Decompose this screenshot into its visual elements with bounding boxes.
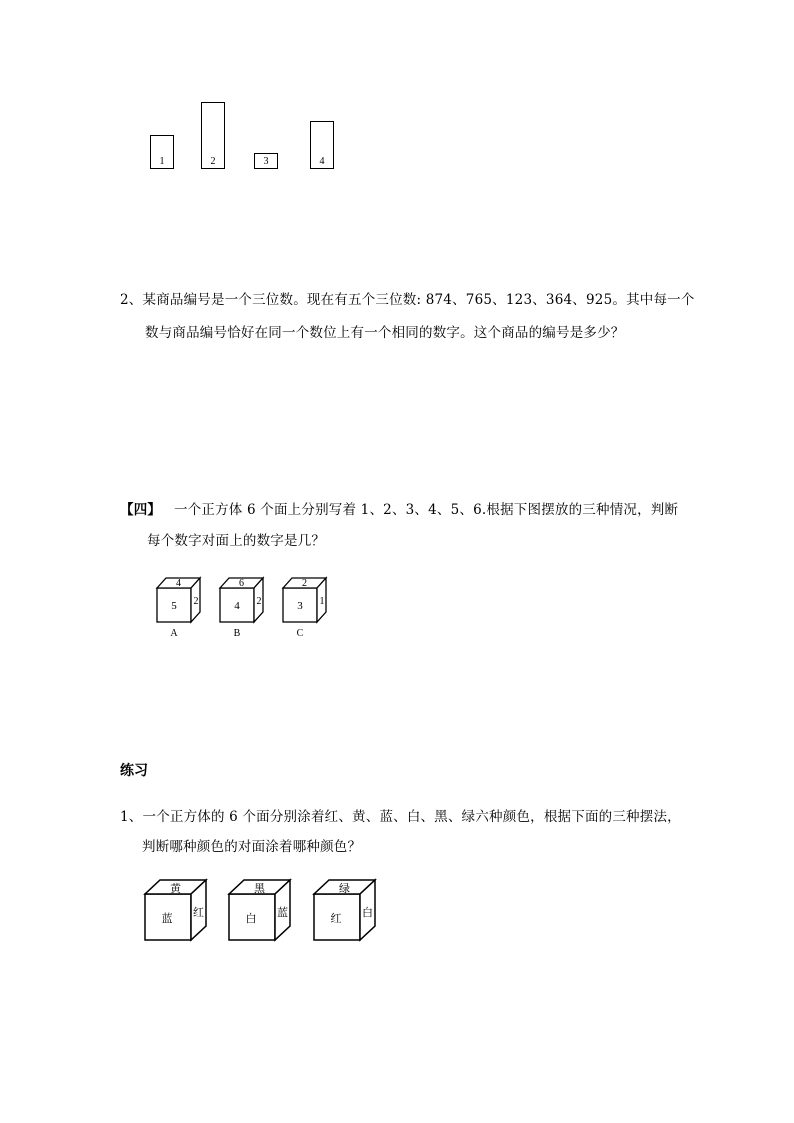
color-cube-3-top: 绿	[339, 882, 350, 895]
cube-a-front: 5	[171, 600, 177, 612]
bar-label-2: 2	[210, 156, 216, 167]
color-cube-2-front: 白	[245, 912, 257, 925]
bar-box-1	[150, 135, 174, 169]
cube-b-top: 6	[239, 578, 244, 589]
number-cubes-figure	[140, 570, 360, 645]
cube-c-caption: C	[296, 628, 304, 639]
cube-c-top: 2	[302, 578, 307, 589]
cube-a-caption: A	[170, 628, 178, 639]
color-cube-3-front: 红	[330, 912, 342, 925]
bar-box-2	[201, 102, 225, 169]
color-cube-2-side: 蓝	[277, 906, 288, 919]
bar-box-4	[310, 121, 334, 169]
number-cube-b	[220, 578, 263, 639]
problem2-line1: 2、某商品编号是一个三位数。现在有五个三位数: 874、765、123、364、925。其中每一个	[120, 292, 695, 308]
color-cube-1-side: 红	[193, 906, 204, 919]
color-cubes-figure	[140, 875, 390, 950]
practice-title: 练习	[120, 763, 148, 779]
cube-c-side: 1	[319, 596, 325, 607]
color-cube-3	[314, 880, 375, 940]
section4-line2: 每个数字对面上的数字是几？	[147, 533, 326, 549]
color-cube-2-top: 黑	[254, 882, 265, 895]
color-cube-1-top: 黄	[170, 882, 181, 895]
number-cube-a	[157, 578, 200, 639]
section4-tag: 【四】	[120, 502, 162, 518]
cube-b-caption: B	[233, 628, 241, 639]
color-cube-2	[229, 880, 290, 940]
bar-box-3	[254, 153, 278, 169]
color-cube-1-front: 蓝	[161, 912, 173, 925]
bar-label-3: 3	[263, 156, 269, 167]
cube-a-side: 2	[193, 596, 199, 607]
problem2-line2: 数与商品编号恰好在同一个数位上有一个相同的数字。这个商品的编号是多少？	[145, 325, 625, 341]
bar-label-4: 4	[319, 156, 325, 167]
color-cube-1	[145, 880, 206, 940]
practice-line2: 判断哪种颜色的对面涂着哪种颜色？	[142, 839, 362, 855]
cube-b-side: 2	[256, 596, 262, 607]
number-cube-c	[283, 578, 326, 639]
cube-c-front: 3	[297, 600, 303, 612]
cube-a-top: 4	[176, 578, 181, 589]
section4-line1: 一个正方体 6 个面上分别写着 1、2、3、4、5、6.根据下图摆放的三种情况，判断	[174, 502, 679, 518]
cube-b-front: 4	[234, 600, 240, 612]
color-cube-3-side: 白	[362, 906, 373, 919]
bar-label-1: 1	[159, 156, 165, 167]
practice-line1: 1、一个正方体的 6 个面分别涂着红、黄、蓝、白、黑、绿六种颜色，根据下面的三种摆法，	[120, 809, 681, 825]
